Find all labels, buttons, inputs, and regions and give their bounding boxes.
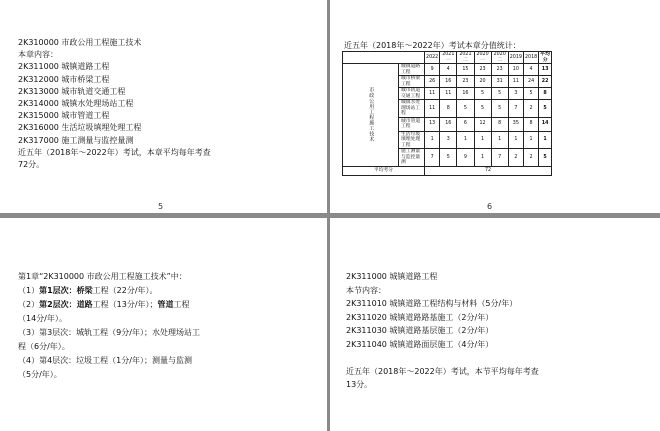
text-span: （1） <box>18 286 40 295</box>
cell: 12 <box>474 117 491 131</box>
row-name: 城镇道路工程 <box>399 64 425 76</box>
text-line: 程（6分/年）。 <box>18 342 70 351</box>
page-6 <box>330 0 660 213</box>
cell: 10 <box>508 64 523 76</box>
cell: 8 <box>523 117 538 131</box>
page-number: 6 <box>487 202 493 211</box>
text-line: 2K311000 城镇道路工程 <box>18 62 110 72</box>
average-cell: 5 <box>539 100 552 118</box>
cell: 13 <box>425 117 440 131</box>
cell: 24 <box>523 76 538 88</box>
header-cell: 2020一 <box>474 52 491 64</box>
text-line: 2K311020 城镇道路路基施工（2分/年） <box>346 312 494 322</box>
text-line: 近五年（2018年～2022年）考试，本章平均每年考查 <box>18 147 211 157</box>
cell: 5 <box>491 88 508 100</box>
page-8 <box>330 218 660 431</box>
text-line: 2K311040 城镇道路面层施工（4分/年） <box>346 339 494 349</box>
text-span: 桥梁 <box>76 286 93 295</box>
cell: 1 <box>474 131 491 149</box>
cell: 5 <box>457 100 474 118</box>
cell: 16 <box>457 88 474 100</box>
page-7 <box>0 218 327 431</box>
cell: 26 <box>425 76 440 88</box>
cell: 1 <box>491 131 508 149</box>
text-line: 2K310000 市政公用工程施工技术 <box>18 38 142 47</box>
row-name: 城市轨道交通工程 <box>399 88 425 100</box>
cell: 4 <box>523 64 538 76</box>
cell: 5 <box>474 88 491 100</box>
text-line: 2K311030 城镇道路基层施工（2分/年） <box>346 326 494 335</box>
row-name: 生活垃圾填埋处理工程 <box>399 131 425 149</box>
cell: 8 <box>440 100 457 118</box>
cell: 23 <box>474 64 491 76</box>
text-span: 工程（22分/年）。 <box>92 286 158 295</box>
category-label: 市政公用工程施工技术 <box>343 64 399 167</box>
cell: 16 <box>440 117 457 131</box>
header-cell: 2021二 <box>457 52 474 64</box>
text-line: 2K311000 城镇道路工程 <box>346 272 438 281</box>
average-cell: 8 <box>539 88 552 100</box>
text-span: （2） <box>18 300 40 309</box>
cell: 7 <box>491 149 508 167</box>
cell: 16 <box>440 76 457 88</box>
cell: 7 <box>425 149 440 167</box>
cell: 1 <box>523 131 538 149</box>
header-cell: 2019 <box>508 52 523 64</box>
page-5 <box>0 0 327 213</box>
text-line: （3）第3层次：城轨工程（9分/年）；水处理场站工 <box>18 328 200 337</box>
text-span: 第1层次： <box>39 286 77 295</box>
header-cell: 2018 <box>523 52 538 64</box>
table-title: 近五年（2018年～2022年）考试本章分值统计： <box>344 41 521 50</box>
text-line: 2K317000 施工测量与监控量测 <box>18 135 134 145</box>
cell: 6 <box>457 117 474 131</box>
cell: 1 <box>508 131 523 149</box>
header-cell: 2021一 <box>440 52 457 64</box>
row-name: 施工测量与监控量测 <box>399 149 425 167</box>
cell: 11 <box>425 100 440 118</box>
table-header-row <box>343 52 552 64</box>
cell: 23 <box>491 64 508 76</box>
heading: 第1章“2K310000 市政公用工程施工技术”中： <box>18 272 187 281</box>
table-row <box>343 64 552 76</box>
text-line <box>18 284 200 298</box>
text-line: 2K313000 城市轨道交通工程 <box>18 86 126 96</box>
text-line: （14分/年）。 <box>18 314 67 323</box>
row-name: 城市桥梁工程 <box>399 76 425 88</box>
header-blank <box>343 52 425 64</box>
cell: 8 <box>491 117 508 131</box>
total-label: 平均考分 <box>343 166 425 176</box>
cell: 9 <box>425 64 440 76</box>
average-cell: 13 <box>539 64 552 76</box>
text-span: 工程 <box>173 300 190 309</box>
cell: 11 <box>508 76 523 88</box>
text-span: 工程（13分/年）； <box>92 300 158 309</box>
cell: 5 <box>440 149 457 167</box>
average-cell: 5 <box>539 149 552 167</box>
header-cell: 2020二 <box>491 52 508 64</box>
cell: 2 <box>523 149 538 167</box>
average-cell: 1 <box>539 131 552 149</box>
text-line: 72分。 <box>18 160 45 170</box>
cell: 35 <box>508 117 523 131</box>
cell: 9 <box>457 149 474 167</box>
cell: 4 <box>440 64 457 76</box>
cell: 2 <box>508 149 523 167</box>
cell: 3 <box>508 88 523 100</box>
text-line: 近五年（2018年～2022年）考试，本节平均每年考查 <box>346 366 539 376</box>
text-line: 2K312000 城市桥梁工程 <box>18 74 110 84</box>
text-line: 本章内容： <box>18 50 58 60</box>
text-line: 2K314000 城镇水处理场站工程 <box>18 99 134 109</box>
text-line <box>18 298 200 312</box>
cell: 3 <box>440 131 457 149</box>
row-name: 城市管道工程 <box>399 117 425 131</box>
text-line: （5分/年）。 <box>18 370 62 379</box>
header-cell: 平均分 <box>540 52 550 63</box>
text-line: 本节内容： <box>346 285 386 295</box>
text-span: 管道 <box>157 300 174 309</box>
average-cell: 22 <box>539 76 552 88</box>
text-span: 道路 <box>76 300 93 309</box>
text-line: 13分。 <box>346 380 373 389</box>
cell: 23 <box>457 76 474 88</box>
summary-text <box>18 270 200 382</box>
average-cell: 14 <box>539 117 552 131</box>
text-span: 第2层次： <box>39 300 77 309</box>
cell: 15 <box>457 64 474 76</box>
score-statistics-table <box>342 51 552 176</box>
page-number: 5 <box>158 202 164 211</box>
cell: 11 <box>425 88 440 100</box>
text-line: 2K311010 城镇道路工程结构与材料（5分/年） <box>346 299 518 308</box>
text-line <box>346 351 539 365</box>
total-row <box>343 166 552 176</box>
row-name: 城镇水处理场站工程 <box>399 100 425 118</box>
cell: 31 <box>491 76 508 88</box>
cell: 20 <box>474 76 491 88</box>
section-contents <box>346 270 539 392</box>
cell: 5 <box>523 88 538 100</box>
cell: 2 <box>523 100 538 118</box>
cell: 5 <box>491 100 508 118</box>
cell: 1 <box>457 131 474 149</box>
text-line: 2K315000 城市管道工程 <box>18 111 110 121</box>
chapter-contents <box>18 37 211 171</box>
cell: 5 <box>474 100 491 118</box>
cell: 11 <box>440 88 457 100</box>
cell: 7 <box>508 100 523 118</box>
total-value: 72 <box>425 166 552 176</box>
text-line: （4）第4层次：垃圾工程（1分/年）；测量与监测 <box>18 356 192 365</box>
text-line: 2K316000 生活垃圾填埋处理工程 <box>18 123 142 133</box>
cell: 1 <box>425 131 440 149</box>
cell: 1 <box>474 149 491 167</box>
header-cell: 2022 <box>425 52 440 64</box>
